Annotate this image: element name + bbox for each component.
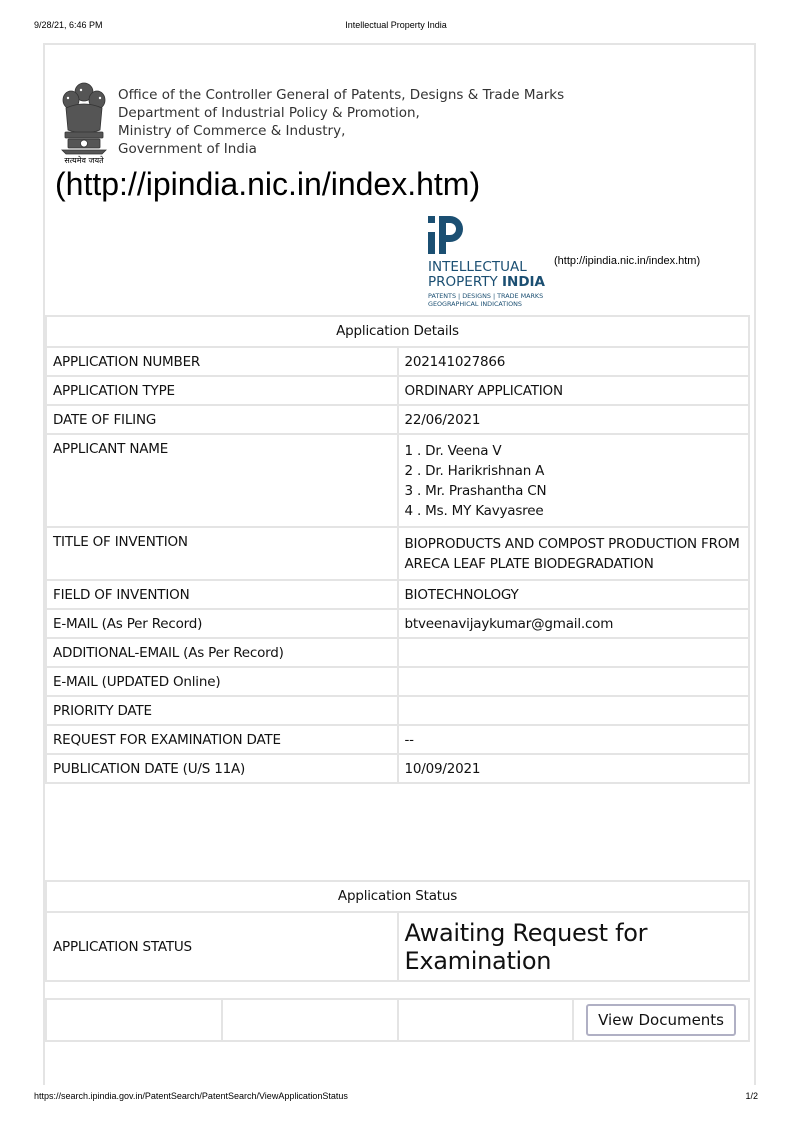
table-row <box>46 434 749 527</box>
print-header <box>34 20 758 32</box>
field-label: APPLICATION TYPE <box>46 376 398 405</box>
table-row <box>46 347 749 376</box>
office-line: Department of Industrial Policy & Promotion, <box>118 105 420 121</box>
applicant-names <box>398 434 750 527</box>
table-row <box>46 580 749 609</box>
actions-table <box>45 998 750 1042</box>
svg-text:PROPERTY INDIA <box>428 274 546 290</box>
applicant-name: 2 . Dr. Harikrishnan A <box>404 463 545 479</box>
field-label: PUBLICATION DATE (U/S 11A) <box>46 754 398 783</box>
office-line: Ministry of Commerce & Industry, <box>118 123 346 139</box>
table-row <box>46 754 749 783</box>
view-documents-button[interactable]: View Documents <box>586 1004 736 1036</box>
empty-cell <box>222 999 398 1041</box>
field-of-invention-value: BIOTECHNOLOGY <box>398 580 750 609</box>
table-row <box>46 696 749 725</box>
table-row <box>46 638 749 667</box>
application-status-title: Application Status <box>46 881 749 912</box>
field-label: APPLICATION NUMBER <box>46 347 398 376</box>
office-address <box>118 86 564 158</box>
field-label: TITLE OF INVENTION <box>46 527 398 580</box>
logo-line-3: PATENTS | DESIGNS | TRADE MARKS <box>428 292 544 300</box>
application-details-table <box>45 315 750 784</box>
request-for-examination-date-value: -- <box>398 725 750 754</box>
home-link-small[interactable]: (http://ipindia.nic.in/index.htm) <box>554 255 701 267</box>
application-details-title: Application Details <box>46 316 749 347</box>
field-label: PRIORITY DATE <box>46 696 398 725</box>
field-label: APPLICATION STATUS <box>46 912 398 981</box>
emblem-motto: सत्यमेव जयते <box>64 156 104 165</box>
print-url: https://search.ipindia.gov.in/PatentSearch/PatentSearch/ViewApplicationStatus <box>34 1091 348 1101</box>
application-type-value: ORDINARY APPLICATION <box>398 376 750 405</box>
table-row <box>46 609 749 638</box>
table-row <box>46 725 749 754</box>
empty-cell <box>46 999 222 1041</box>
print-footer <box>34 1091 758 1103</box>
applicant-name: 4 . Ms. MY Kavyasree <box>404 503 544 519</box>
logo-line-4: GEOGRAPHICAL INDICATIONS <box>428 300 522 308</box>
table-row <box>46 527 749 580</box>
ip-india-logo-icon[interactable] <box>426 214 554 310</box>
field-label: APPLICANT NAME <box>46 434 398 527</box>
date-of-filing-value: 22/06/2021 <box>398 405 750 434</box>
application-status-table <box>45 880 750 982</box>
logo-line-1: INTELLECTUAL <box>428 259 527 275</box>
table-row <box>46 667 749 696</box>
application-status-value: Awaiting Request for Examination <box>404 919 648 975</box>
field-label: DATE OF FILING <box>46 405 398 434</box>
table-row <box>46 912 749 981</box>
office-line: Government of India <box>118 141 257 157</box>
field-label: REQUEST FOR EXAMINATION DATE <box>46 725 398 754</box>
email-value: btveenavijaykumar@gmail.com <box>398 609 750 638</box>
title-of-invention-value: BIOPRODUCTS AND COMPOST PRODUCTION FROM ARECA LEAF PLATE BIODEGRADATION <box>398 527 750 580</box>
applicant-name: 1 . Dr. Veena V <box>404 443 502 459</box>
status-value-cell <box>398 912 750 981</box>
application-number-value: 202141027866 <box>398 347 750 376</box>
additional-email-value <box>398 638 750 667</box>
field-label: E-MAIL (As Per Record) <box>46 609 398 638</box>
table-row <box>46 376 749 405</box>
print-page-title: Intellectual Property India <box>345 20 447 30</box>
priority-date-value <box>398 696 750 725</box>
field-label: FIELD OF INVENTION <box>46 580 398 609</box>
table-row <box>46 405 749 434</box>
empty-cell <box>398 999 574 1041</box>
logo-line-2b: INDIA <box>502 274 545 290</box>
applicant-name: 3 . Mr. Prashantha CN <box>404 483 547 499</box>
email-updated-value <box>398 667 750 696</box>
publication-date-value: 10/09/2021 <box>398 754 750 783</box>
office-line: Office of the Controller General of Patents, Designs & Trade Marks <box>118 87 565 103</box>
action-cell <box>573 999 749 1041</box>
table-row <box>46 999 749 1041</box>
print-datetime: 9/28/21, 6:46 PM <box>34 20 103 30</box>
field-label: E-MAIL (UPDATED Online) <box>46 667 398 696</box>
logo-line-2a: PROPERTY <box>428 274 502 290</box>
home-link-large[interactable]: (http://ipindia.nic.in/index.htm) <box>55 166 481 202</box>
print-page-number: 1/2 <box>745 1091 758 1101</box>
field-label: ADDITIONAL-EMAIL (As Per Record) <box>46 638 398 667</box>
